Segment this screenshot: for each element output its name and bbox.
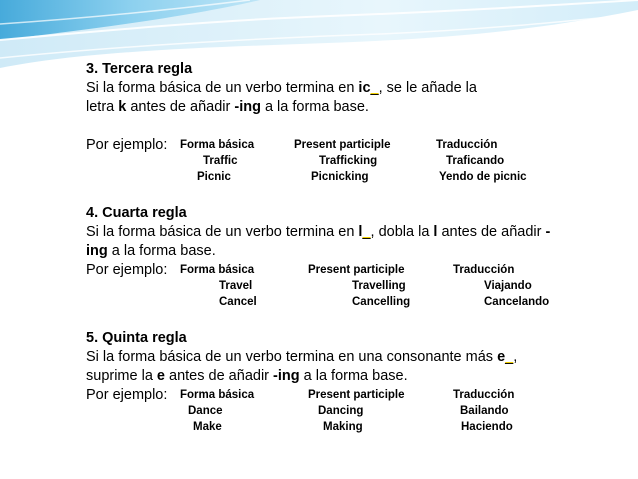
rule3-col-header-translation: Traducción [436, 139, 498, 151]
rule3-line2: letra k antes de añadir -ing a la forma base. [86, 99, 369, 115]
rule4-line1: Si la forma básica de un verbo termina en l_, dobla la l antes de añadir - [86, 224, 551, 240]
rule3-line1: Si la forma básica de un verbo termina en ic_, se le añade la [86, 80, 477, 96]
rule3-heading: 3. Tercera regla [86, 61, 193, 77]
rule3-row1-participle: Trafficking [319, 155, 378, 167]
rule4-row2-translation: Cancelando [484, 296, 550, 308]
rule5-row1-participle: Dancing [318, 405, 364, 417]
rule4-row2-participle: Cancelling [352, 296, 411, 308]
rule3-row1-base: Traffic [203, 155, 238, 167]
rule4-heading: 4. Cuarta regla [86, 205, 187, 221]
rule5-row2-base: Make [193, 421, 222, 433]
rule5-row2-translation: Haciendo [461, 421, 513, 433]
rule4-row1-base: Travel [219, 280, 253, 292]
rule5-line1: Si la forma básica de un verbo termina en una consonante más e_, [86, 349, 518, 365]
rule5-col-header-base: Forma básica [180, 389, 255, 401]
rule5-example-label: Por ejemplo: [86, 387, 168, 403]
rule5-line2: suprime la e antes de añadir -ing a la forma base. [86, 368, 408, 384]
rule3-row2-translation: Yendo de picnic [439, 171, 527, 183]
rule5-row1-base: Dance [188, 405, 223, 417]
rule4-row2-base: Cancel [219, 296, 257, 308]
rule3-row2-base: Picnic [197, 171, 231, 183]
rule4-col-header-translation: Traducción [453, 264, 515, 276]
rule4-row1-participle: Travelling [352, 280, 406, 292]
rule4-col-header-base: Forma básica [180, 264, 255, 276]
rule3-example-label: Por ejemplo: [86, 137, 168, 153]
rule5-row2-participle: Making [323, 421, 363, 433]
rule5-heading: 5. Quinta regla [86, 330, 187, 346]
rule4-example-label: Por ejemplo: [86, 262, 168, 278]
rule3-row2-participle: Picnicking [311, 171, 369, 183]
rule5-row1-translation: Bailando [460, 405, 509, 417]
rule3-col-header-base: Forma básica [180, 139, 255, 151]
rule5-col-header-translation: Traducción [453, 389, 515, 401]
rule3-col-header-participle: Present participle [294, 139, 391, 151]
rule4-col-header-participle: Present participle [308, 264, 405, 276]
rule4-line2: ing a la forma base. [86, 243, 216, 259]
rule4-row1-translation: Viajando [484, 280, 532, 292]
rule5-col-header-participle: Present participle [308, 389, 405, 401]
rule3-row1-translation: Traficando [446, 155, 505, 167]
